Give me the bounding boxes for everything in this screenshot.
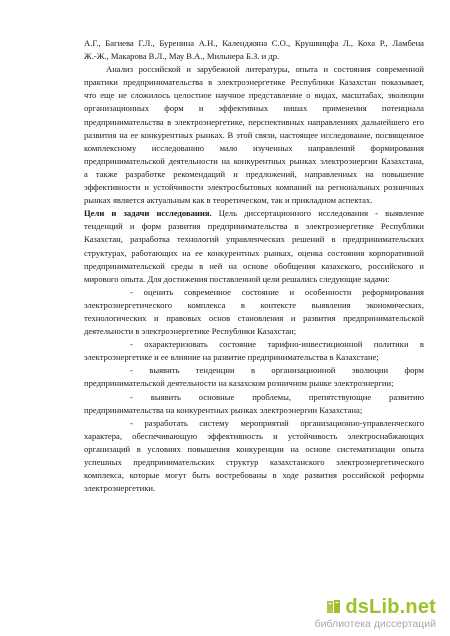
text-line: [84, 456, 424, 469]
text-line: [84, 129, 424, 142]
line-text: Ж.-Ж., Макарова В.Л., Мау В.А., Мильнера Б.З. и др.: [84, 51, 280, 62]
text-line: [84, 469, 424, 482]
line-text: а также разработке рекомендаций и предложений, направленных на повышение: [84, 168, 424, 179]
library-book-icon: [325, 598, 343, 616]
text-line: [84, 102, 424, 115]
text-line: [84, 286, 424, 299]
line-text: рынках является актуальным как в теоретическом, так и прикладном аспектах.: [84, 195, 373, 206]
text-line: [84, 116, 424, 129]
text-line: [84, 194, 424, 207]
line-text: предпринимательской среды в ней на основе обобщения казахского, российского и: [84, 260, 424, 271]
text-line: [84, 338, 424, 351]
text-line: [84, 377, 424, 390]
line-text: А.Г., Багиева Г.Л., Буренина А.Н., Календжяна С.О., Крушвицфа Л., Коха Р., Ламбена: [84, 38, 424, 48]
line-text: организационных форм и эффективных нишах применения потенциала: [84, 103, 424, 114]
line-text: - разработать систему мероприятий организационно-управленческого: [130, 417, 424, 428]
text-line: [84, 89, 424, 102]
text-line: [84, 233, 424, 246]
line-text: тенденций и форм развития предпринимательства в электроэнергетике Республики: [84, 221, 424, 232]
text-line: [84, 247, 424, 260]
text-line: [84, 168, 424, 181]
text-line: [84, 76, 424, 89]
text-line: [84, 417, 424, 430]
line-text: Анализ российской и зарубежной литературы, опыта и состояния современной: [106, 64, 424, 75]
line-text: комплекса, которые могут быть востребованы в ходе развития российской реформы: [84, 470, 424, 481]
text-line: [84, 430, 424, 443]
line-text: характера, обеспечивающую эффективность и устойчивость электроснабжающих: [84, 430, 424, 441]
line-text: практики предпринимательства в электроэнергетике Республики Казахстан показывает,: [84, 77, 424, 88]
line-text: комплексному исследованию мало изученных направлений формирования: [84, 142, 424, 153]
text-line: [84, 443, 424, 456]
line-text: структурах, работающих на ее конкурентных рынках, оценка состояния корпоративной: [84, 247, 424, 258]
text-line: [84, 312, 424, 325]
text-line: [84, 325, 424, 338]
text-line: [84, 299, 424, 312]
text-line: [84, 50, 424, 63]
line-text: электроэнергетики.: [84, 483, 156, 494]
text-line: [84, 155, 424, 168]
line-text: развития на ее конкурентных рынках. В этой связи, настоящее исследование, посвященное: [84, 129, 424, 140]
line-text: Цель диссертационного исследования - выявление: [211, 208, 424, 219]
line-text: успешных предпринимательских структур казахстанского электроэнергетического: [84, 457, 424, 467]
line-text: организаций в условиях повышения конкуренции на основе систематизации опыта: [84, 443, 424, 454]
watermark-subtitle: библиотека диссертаций: [314, 618, 436, 630]
text-line: [84, 181, 424, 194]
line-text: предпринимательства в электроэнергетике, перспективных направлениях дальнейшего его: [84, 116, 424, 127]
text-line: [84, 351, 424, 364]
watermark: [315, 596, 436, 630]
line-text: технологических и правовых основ становления и развития предпринимательской: [84, 312, 424, 323]
section-heading: Цели и задачи исследования.: [84, 208, 212, 219]
text-line: [84, 37, 424, 50]
text-line: [84, 142, 424, 155]
line-text: - охарактеризовать состояние тарифно-инвестиционной политики в: [130, 339, 424, 350]
line-text: предпринимательской деятельности на конкурентных рынках электроэнергии Казахстана,: [84, 155, 424, 166]
line-text: - оценить современное состояние и особенности реформирования: [130, 286, 424, 297]
text-line: [84, 273, 424, 286]
watermark-logo: dsLib.net: [315, 596, 436, 618]
line-text: эффективности и устойчивости электросбытовых компаний на региональных розничных: [84, 182, 424, 193]
line-text: электроэнергетического комплекса в контексте выявления экономических,: [84, 299, 424, 310]
line-text: предпринимательской деятельности на казахском розничном рынке электроэнергии;: [84, 378, 394, 389]
line-text: деятельности в электроэнергетике Республики Казахстан;: [84, 326, 297, 337]
text-line: [84, 482, 424, 495]
text-line: [84, 404, 424, 417]
line-text: мирового опыта. Для достижения поставленной цели решались следующие задачи:: [84, 273, 390, 284]
text-line: [84, 207, 424, 220]
text-line: [84, 63, 424, 76]
line-text: что еще не сложилось целостное научное представление о видах, масштабах, эволюции: [84, 90, 424, 101]
text-line: [84, 220, 424, 233]
line-text: - выявить основные проблемы, препятствующие развитию: [130, 391, 424, 402]
text-line: [84, 391, 424, 404]
line-text: электроэнергетике и ее влияние на развитие предпринимательства в Казахстане;: [84, 352, 379, 363]
document-body: [84, 37, 424, 495]
text-line: [84, 364, 424, 377]
line-text: Казахстан, разработка технологий управленческих решений в предпринимательских: [84, 234, 424, 245]
text-line: [84, 260, 424, 273]
line-text: - выявить тенденции в организационной эволюции форм: [130, 365, 424, 376]
line-text: предпринимательства на конкурентных рынках электроэнергии Казахстана;: [84, 404, 363, 415]
